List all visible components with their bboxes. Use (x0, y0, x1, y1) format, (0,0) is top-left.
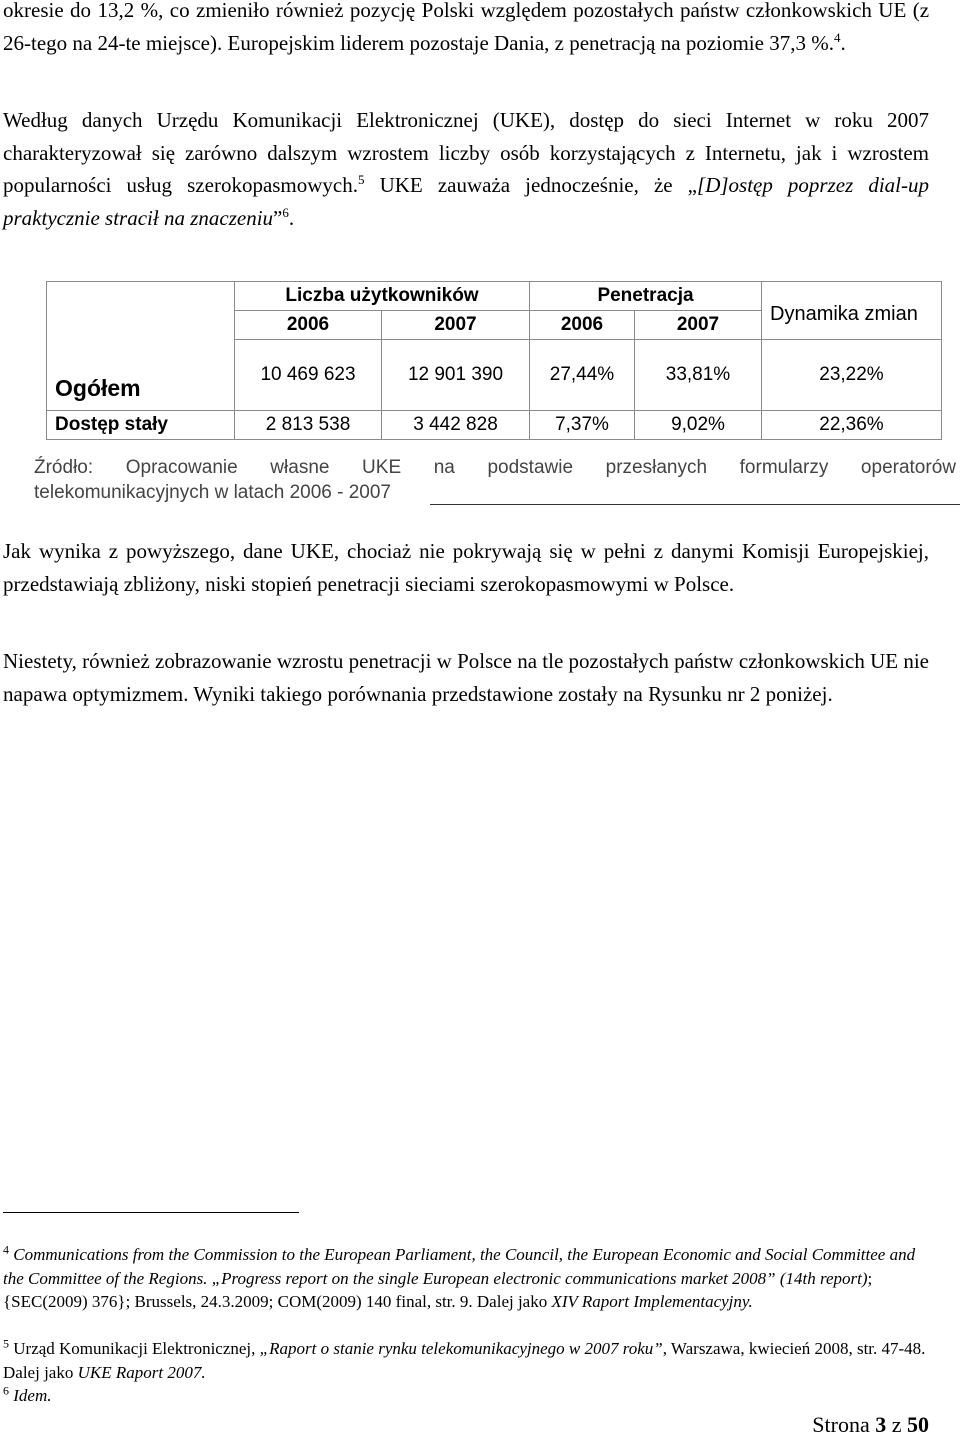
row-label-fixed: Dostęp stały (47, 410, 235, 439)
footnote-6 (3, 1384, 929, 1408)
quote-text: ]ostęp poprzez dial-up praktycznie stracił na znaczeniu (3, 173, 930, 230)
footnote-ref-6[interactable]: 6 (282, 204, 289, 220)
total-users-2006: 10 469 623 (235, 340, 382, 411)
table-row (47, 410, 942, 439)
intro-line-3: penetracją na poziomie 37,3 %. (569, 30, 834, 55)
uke-text-1: Według danych Urzędu Komunikacji Elektronicznej (UKE), dostęp do sieci Internet w roku 2007 charakteryzował się zarówno dalszym wzrostem liczby osób korzystających z Internetu, jak i wzrostem popularności usług szerokopasmowych. (3, 108, 929, 197)
uke-paragraph (3, 104, 929, 234)
total-pen-2006: 27,44% (530, 340, 635, 411)
header-dynamics: Dynamika zmian (762, 282, 942, 340)
quote-close: ” (273, 205, 283, 230)
quote-open: „ (687, 173, 697, 197)
fixed-pen-2007: 9,02% (635, 410, 762, 439)
internet-users-table (46, 281, 942, 440)
paragraph-3: Niestety, również zobrazowanie wzrostu penetracji w Polsce na tle pozostałych państw członkowskich UE nie napawa optymizmem. Wyniki takiego porównania przedstawione zostały na Rysunku nr 2 poniżej. (3, 649, 929, 706)
table-corner (47, 282, 235, 340)
footnote-5-italic-1: „Raport o stanie rynku telekomunikacyjnego w 2007 roku” (259, 1339, 663, 1358)
intro-line-1: okresie do 13,2 %, co zmieniło również pozycję Polski względem pozostałych państw (3, 0, 740, 22)
page-sep: z (891, 1412, 902, 1437)
footnote-5-plain-1: Urząd Komunikacji Elektronicznej, (9, 1339, 260, 1358)
table-row (47, 340, 942, 411)
table-source-line-2: telekomunikacyjnych w latach 2006 - 2007 (34, 482, 391, 503)
table-source-line-1: Źródło: Opracowanie własne UKE na podstawie przesłanych formularzy operatorów (34, 457, 956, 478)
uke-end: . (288, 205, 295, 230)
footnote-5-number: 5 (3, 1336, 9, 1351)
header-penetration: Penetracja (530, 282, 762, 311)
footnote-ref-5[interactable]: 5 (358, 172, 365, 187)
intro-paragraph (3, 0, 929, 59)
fixed-pen-2006: 7,37% (530, 410, 635, 439)
uke-text-2: UKE zauważa jednocześnie, że (364, 173, 688, 197)
page-current: 3 (875, 1412, 887, 1437)
paragraph-2: Jak wynika z powyższego, dane UKE, chociaż nie pokrywają się w pełni z danymi Komisji Europejskiej, przedstawiają zbliżony, niski stopień penetracji sieciami szerokopasmowymi w Polsce. (3, 539, 929, 596)
fixed-users-2006: 2 813 538 (235, 410, 382, 439)
year-users-2006: 2006 (235, 311, 382, 340)
footnote-4-plain: ; {SEC(2009) 376}; Brussels, 24.3.2009; COM(2009) 140 final, str. 9. Dalej jako (3, 1268, 873, 1311)
page-total: 50 (907, 1412, 929, 1437)
footnote-4 (3, 1243, 929, 1314)
year-pen-2007: 2007 (635, 311, 762, 340)
footnote-5-plain-2: , Warszawa, kwiecień 2008, str. 47-48. Dalej jako (3, 1339, 926, 1382)
footnote-4-number: 4 (3, 1242, 9, 1257)
page-number (812, 1412, 929, 1438)
footnote-4-italic-3: XIV Raport Implementacyjny. (551, 1292, 753, 1311)
quote-bracket-letter: D (705, 173, 721, 197)
fixed-users-2007: 3 442 828 (382, 410, 530, 439)
year-pen-2006: 2006 (530, 311, 635, 340)
footnote-4-italic-1: Communications from the Commission to the European Parliament, the Council, the European Economic and Social Committee and the Committee of the Regions. (3, 1245, 916, 1288)
quote-bracket-open: [ (697, 173, 706, 197)
footnote-6-number: 6 (3, 1383, 9, 1398)
total-pen-2007: 33,81% (635, 340, 762, 411)
header-users: Liczba użytkowników (235, 282, 530, 311)
footnote-6-italic: Idem. (9, 1386, 52, 1405)
source-divider (430, 504, 960, 505)
total-dynamics: 23,22% (762, 340, 942, 411)
footnote-5 (3, 1337, 929, 1384)
footnote-4-italic-2: „Progress report on the single European electronic communications market 2008” (14th report) (211, 1268, 868, 1288)
intro-tail: . (840, 30, 846, 55)
intro-line-2: członkowskich UE (z 26-tego na 24-te miejsce). Europejskim liderem pozostaje Dania, z (3, 0, 930, 55)
row-label-total: Ogółem (47, 340, 235, 411)
year-users-2007: 2007 (382, 311, 530, 340)
footnote-5-italic-2: UKE Raport 2007. (77, 1362, 206, 1382)
footnote-divider (3, 1212, 299, 1213)
total-users-2007: 12 901 390 (382, 340, 530, 411)
page-label: Strona (812, 1412, 870, 1437)
footnote-ref-4[interactable]: 4 (833, 29, 841, 45)
fixed-dynamics: 22,36% (762, 410, 942, 439)
